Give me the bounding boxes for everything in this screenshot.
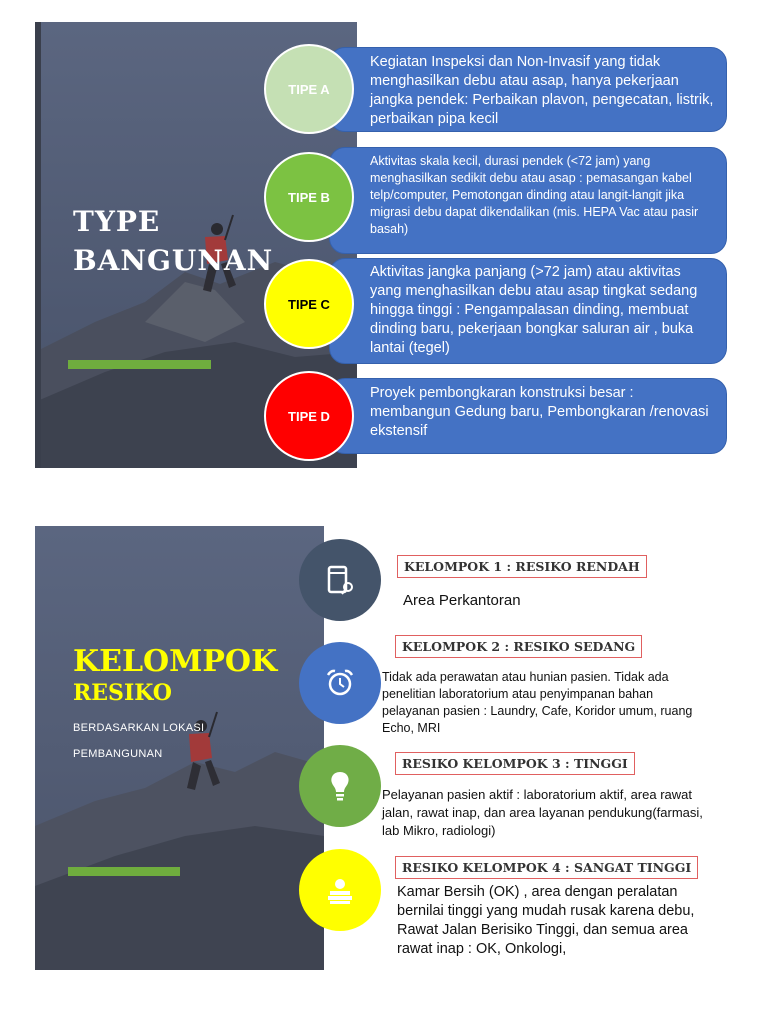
- tipe-d-description: [329, 378, 727, 454]
- tipe-c-circle: [264, 259, 354, 349]
- tipe-c-description: [329, 258, 727, 364]
- photo-panel-2: [35, 526, 324, 970]
- alarm-clock-icon: [323, 666, 357, 700]
- kelompok-1-heading: KELOMPOK 1 : RESIKO RENDAH: [397, 555, 647, 578]
- tipe-a-circle: [264, 44, 354, 134]
- tipe-c-label: TIPE C: [288, 296, 330, 312]
- tipe-a-label: TIPE A: [288, 81, 330, 97]
- tipe-b-description: [329, 147, 727, 254]
- book-icon: [323, 563, 357, 597]
- tipe-a-text: Kegiatan Inspeksi dan Non-Invasif yang tidak menghasilkan debu atau asap, hanya pekerjaan jangka pendek: Perbaikan plavon, pengecatan, listrik, perbaikan pipa kecil: [370, 54, 714, 127]
- lightbulb-icon: [323, 769, 357, 803]
- kelompok-1-circle: [299, 539, 381, 621]
- tipe-d-label: TIPE D: [288, 408, 330, 424]
- kelompok-2-description: Tidak ada perawatan atau hunian pasien. Tidak ada penelitian laboratorium atau penyimpanan bahan pelayanan pasien : Laundry, Cafe, Koridor umum, ruang Echo, MRI: [382, 670, 693, 735]
- slide-type-bangunan: [35, 22, 740, 468]
- title-underline-bar-2: [68, 867, 180, 876]
- kelompok-4-description: Kamar Bersih (OK) , area dengan peralatan bernilai tinggi yang mudah rusak karena debu, Rawat Jalan Berisiko Tinggi, dan semua area rawat inap : OK, Onkologi,: [397, 884, 695, 957]
- tipe-c-text: Aktivitas jangka panjang (>72 jam) atau aktivitas yang menghasilkan debu atau asap tingkat sedang hingga tinggi : Pengampalasan dinding, membuat dinding baru, pekerjaan bongkar saluran air , buka lantai (tegel): [370, 264, 698, 356]
- slide2-subtitle-line1: BERDASARKAN LOKASI: [73, 722, 205, 734]
- slide1-title-line2: BANGUNAN: [73, 244, 274, 277]
- slide1-title-line1: TYPE: [73, 205, 161, 238]
- kelompok-4-circle: [299, 849, 381, 931]
- kelompok-1-description: Area Perkantoran: [403, 592, 521, 609]
- kelompok-4-heading: RESIKO KELOMPOK 4 : SANGAT TINGGI: [395, 856, 698, 879]
- tipe-d-text: Proyek pembongkaran konstruksi besar : membangun Gedung baru, Pembongkaran /renovasi ekstensif: [370, 385, 709, 439]
- tipe-a-description: [329, 47, 727, 132]
- apple-books-icon: [323, 873, 357, 907]
- tipe-b-circle: [264, 152, 354, 242]
- tipe-b-label: TIPE B: [288, 189, 330, 205]
- tipe-d-circle: [264, 371, 354, 461]
- kelompok-2-heading: KELOMPOK 2 : RESIKO SEDANG: [395, 635, 642, 658]
- slide2-title-line1: KELOMPOK: [73, 644, 278, 679]
- slide2-title-line2: RESIKO: [73, 680, 172, 706]
- slide2-subtitle-line2: PEMBANGUNAN: [73, 748, 163, 760]
- title-underline-bar: [68, 360, 211, 369]
- kelompok-2-circle: [299, 642, 381, 724]
- kelompok-3-description: Pelayanan pasien aktif : laboratorium aktif, area rawat jalan, rawat inap, dan area layanan pendukung(farmasi, lab Mikro, radiologi): [382, 787, 703, 838]
- slide-kelompok-resiko: [35, 526, 740, 970]
- tipe-b-text: Aktivitas skala kecil, durasi pendek (<72 jam) yang menghasilkan sedikit debu atau asap : pemasangan kabel telp/computer, Pemotongan dinding atau langit-langit jika migrasi debu dapat dikendalikan (mis. HEPA Vac atau pasir basah): [370, 154, 699, 236]
- kelompok-3-circle: [299, 745, 381, 827]
- kelompok-3-heading: RESIKO KELOMPOK 3 : TINGGI: [395, 752, 635, 775]
